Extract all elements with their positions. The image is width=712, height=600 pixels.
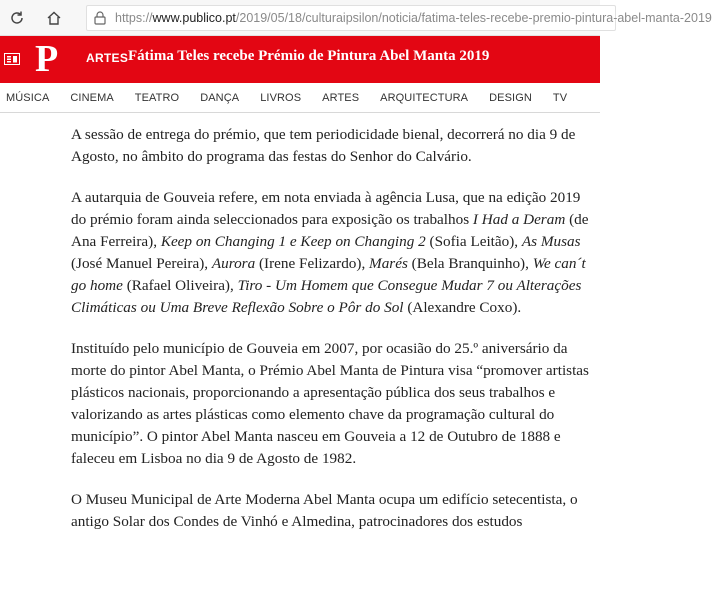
text-run: (Bela Branquinho), bbox=[407, 255, 533, 272]
nav-item-musica[interactable]: MÚSICA bbox=[6, 91, 50, 104]
article-paragraph-1: A sessão de entrega do prémio, que tem periodicidade bienal, decorrerá no dia 9 de Agosto, no âmbito do programa das festas do Senhor do Calvário. bbox=[71, 126, 576, 165]
text-run: (de Ana Ferreira), bbox=[71, 211, 589, 250]
artwork-title: As Musas bbox=[521, 233, 581, 250]
nav-item-design[interactable]: DESIGN bbox=[489, 91, 532, 104]
lock-icon bbox=[94, 11, 106, 25]
artwork-title: I Had a Deram bbox=[472, 211, 566, 228]
article-headline: Fátima Teles recebe Prémio de Pintura Abel Manta 2019 bbox=[128, 48, 490, 64]
nav-item-artes[interactable]: ARTES bbox=[322, 91, 360, 104]
text-run: A autarquia de Gouveia refere, em nota enviada à agência Lusa, que na edição 2019 do prémio foram ainda seleccionados para exposição os trabalhos bbox=[71, 189, 581, 228]
artwork-title: Tiro - Um Homem que Consegue Mudar 7 ou Alterações Climáticas ou Uma Breve Reflexão Sobre o Pôr do Sol bbox=[71, 277, 582, 316]
text-run: (Rafael Oliveira), bbox=[122, 277, 238, 294]
url-path: /2019/05/18/culturaipsilon/noticia/fatima-teles-recebe-premio-pintura-abel-manta-2019 bbox=[235, 11, 712, 25]
address-bar[interactable] bbox=[86, 5, 712, 31]
publico-logo[interactable]: P bbox=[35, 38, 59, 80]
nav-item-livros[interactable]: LIVROS bbox=[260, 91, 302, 104]
text-run: (José Manuel Pereira), bbox=[71, 255, 212, 272]
article-body bbox=[71, 124, 593, 552]
text-run: (Irene Felizardo), bbox=[255, 255, 370, 272]
nav-item-danca[interactable]: DANÇA bbox=[200, 91, 240, 104]
refresh-button[interactable] bbox=[5, 6, 29, 30]
nav-item-cinema[interactable]: CINEMA bbox=[70, 91, 114, 104]
section-label[interactable]: ARTES bbox=[86, 51, 129, 65]
article-paragraph-2 bbox=[71, 187, 593, 319]
article-paragraph-3: Instituído pelo município de Gouveia em 2007, por ocasião do 25.º aniversário da morte do pintor Abel Manta, o Prémio Abel Manta de Pintura visa “promover artistas plásticos nacionais, proporcionando a apresentação pública dos seus trabalhos e valorizando as artes plásticas como elemento chave da programação cultural do município”. O pintor Abel Manta nasceu em Gouveia a 12 de Outubro de 1888 e faleceu em Lisboa no dia 9 de Agosto de 1982. bbox=[71, 340, 589, 467]
artwork-title: Marés bbox=[369, 255, 408, 272]
site-header bbox=[0, 36, 600, 83]
url-text bbox=[115, 6, 712, 30]
nav-item-tv[interactable]: TV bbox=[552, 91, 568, 104]
section-nav bbox=[0, 83, 600, 113]
artwork-title: Keep on Changing 1 e Keep on Changing 2 bbox=[160, 233, 426, 250]
refresh-icon bbox=[9, 10, 25, 26]
home-button[interactable] bbox=[42, 6, 66, 30]
url-domain: www.publico.pt bbox=[152, 11, 236, 25]
text-run: (Alexandre Coxo). bbox=[403, 299, 522, 316]
home-icon bbox=[46, 10, 62, 26]
artwork-title: We can´t go home bbox=[71, 255, 586, 294]
url-prefix: https:// bbox=[115, 11, 153, 25]
browser-toolbar bbox=[0, 0, 712, 36]
nav-item-arquitectura[interactable]: ARQUITECTURA bbox=[380, 91, 469, 104]
text-run: (Sofia Leitão), bbox=[425, 233, 522, 250]
nav-item-teatro[interactable]: TEATRO bbox=[134, 91, 180, 104]
article-paragraph-4: O Museu Municipal de Arte Moderna Abel Manta ocupa um edifício setecentista, o antigo Solar dos Condes de Vinhó e Almedina, patrocinadores dos estudos bbox=[71, 491, 578, 530]
artwork-title: Aurora bbox=[211, 255, 256, 272]
menu-icon[interactable] bbox=[4, 53, 20, 65]
